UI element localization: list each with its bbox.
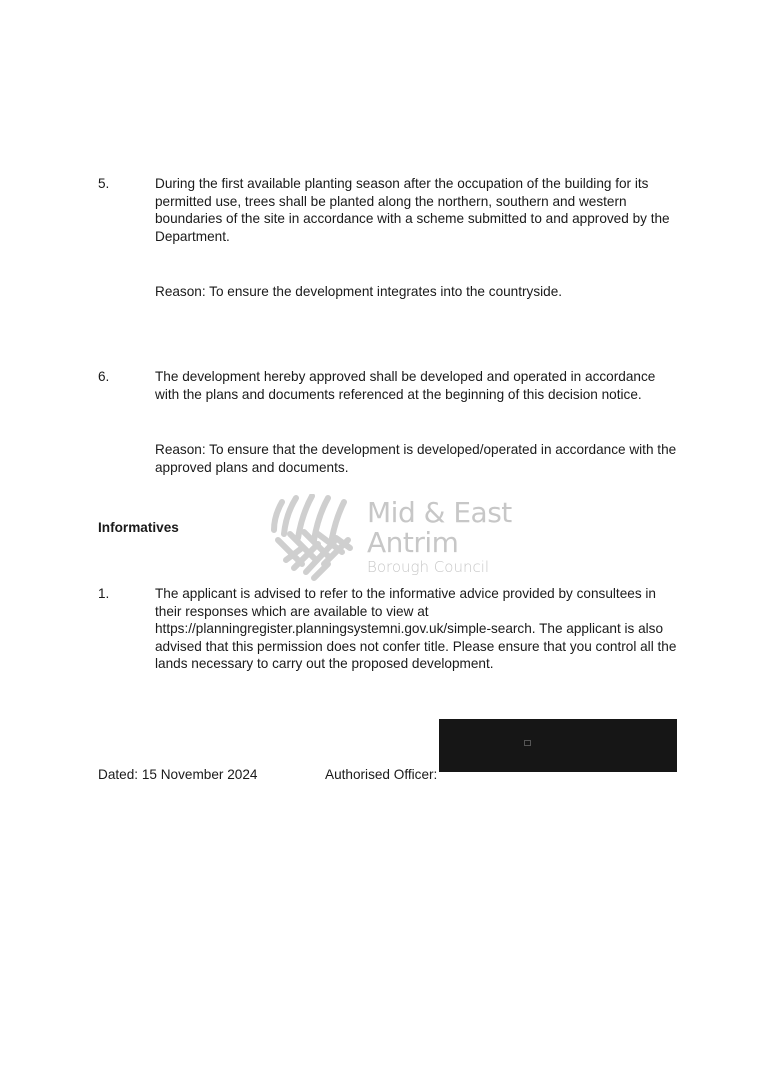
condition-5-reason: Reason: To ensure the development integrates into the countryside.: [155, 284, 563, 299]
informative-1-text: The applicant is advised to refer to the informative advice provided by consultees in their responses which are available to view at https://planningregister.planningsystemni.gov.uk/simple-search. The applicant is also advised that this permission does not confer title. Please ensure that you control all the lands necessary to carry out the proposed development.: [155, 586, 677, 671]
council-crest-icon: [268, 494, 358, 584]
condition-5-text: During the first available planting season after the occupation of the building for its permitted use, trees shall be planted along the northern, southern and western boundaries of the site in accordance with a scheme submitted to and approved by the Department.: [155, 176, 670, 244]
informatives-heading: Informatives: [98, 520, 179, 535]
condition-6-text: The development hereby approved shall be developed and operated in accordance with the plans and documents referenced at the beginning of this decision notice.: [155, 369, 656, 402]
council-logo: [268, 494, 512, 584]
dated-text: Dated: 15 November 2024: [98, 767, 258, 782]
authorised-officer-label: Authorised Officer:: [325, 767, 438, 782]
condition-6-number: 6.: [98, 369, 110, 384]
logo-text-line2: Antrim: [367, 526, 459, 559]
redaction-mark-icon: [524, 740, 531, 746]
condition-6-reason: Reason: To ensure that the development is developed/operated in accordance with the approved plans and documents.: [155, 442, 677, 475]
logo-text-line3: Borough Council: [367, 558, 490, 576]
logo-text-line1: Mid & East: [367, 496, 512, 529]
informative-1-number: 1.: [98, 586, 110, 601]
signature-redaction: [439, 719, 677, 772]
condition-5-number: 5.: [98, 176, 110, 191]
